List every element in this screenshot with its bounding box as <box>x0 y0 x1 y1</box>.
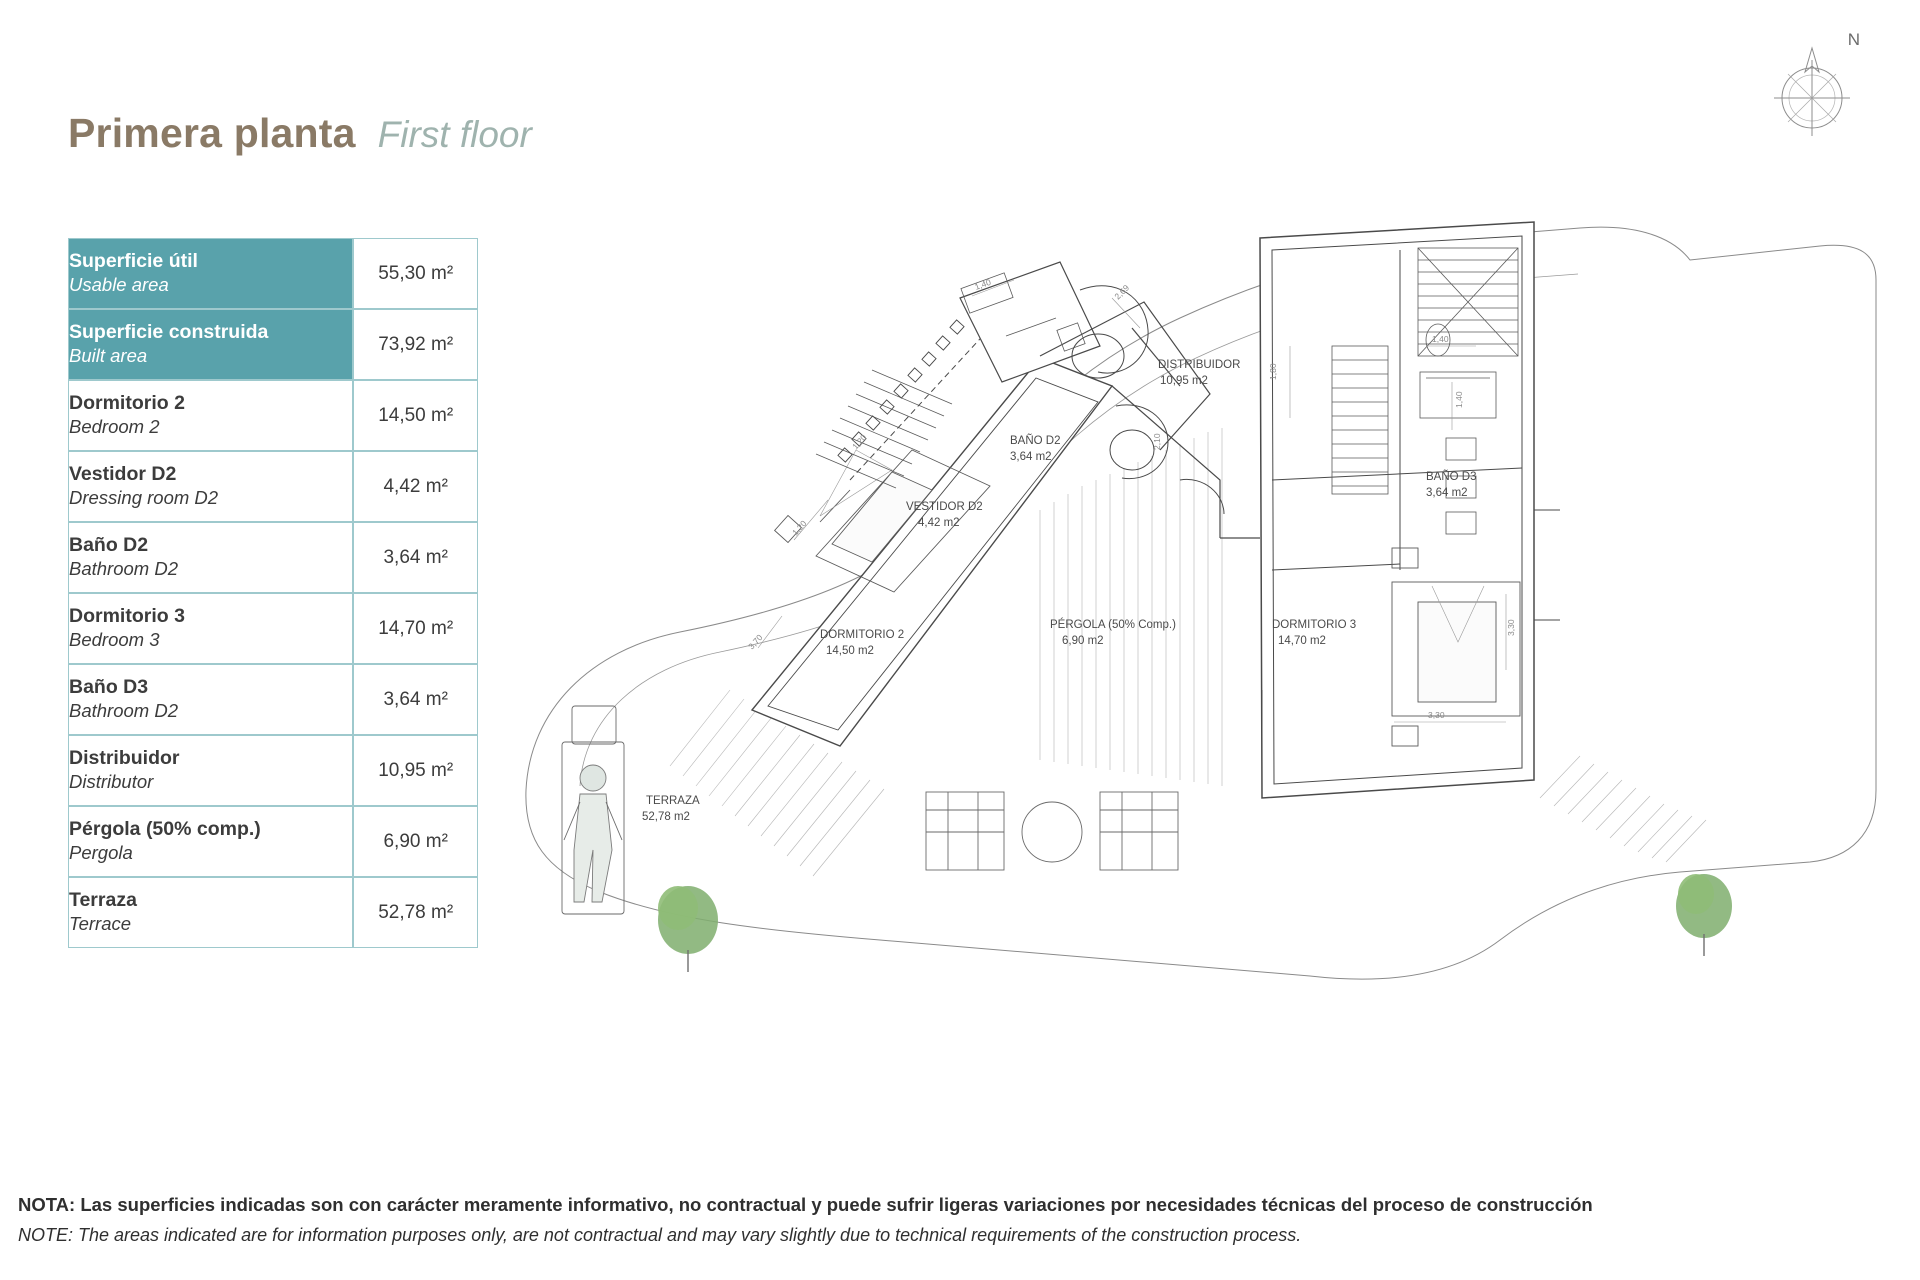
row-label-en: Bedroom 3 <box>69 629 160 651</box>
room-area: 3,64 m2 <box>1426 487 1468 499</box>
room-label-distribuidor <box>1158 359 1240 387</box>
row-label-es: Pérgola (50% comp.) <box>69 818 261 841</box>
room-area: 10,95 m2 <box>1160 375 1208 387</box>
floor-plan-drawing <box>520 150 1880 990</box>
dim-label: 1,20 <box>790 518 809 538</box>
row-value: 14,50 m² <box>353 380 478 451</box>
dim-label: 1,40 <box>973 276 993 292</box>
page-title <box>68 110 532 157</box>
table-row <box>68 806 478 877</box>
row-label <box>68 664 353 735</box>
row-label <box>68 238 353 309</box>
row-label-es: Baño D3 <box>69 676 149 699</box>
footer-note-es: NOTA: Las superficies indicadas son con carácter meramente informativo, no contractual y puede sufrir ligeras variaciones por necesidades técnicas del proceso de construcción <box>18 1194 1593 1215</box>
row-value: 55,30 m² <box>353 238 478 309</box>
table-row <box>68 380 478 451</box>
room-name: VESTIDOR D2 <box>906 501 983 513</box>
page-title-en: First floor <box>377 114 532 155</box>
room-label-pergola <box>1050 618 1176 647</box>
row-label <box>68 806 353 877</box>
row-label-en: Built area <box>69 345 148 367</box>
room-name: TERRAZA <box>646 795 700 807</box>
room-area: 14,70 m2 <box>1278 635 1326 647</box>
page-title-es: Primera planta <box>68 110 356 156</box>
row-value: 14,70 m² <box>353 593 478 664</box>
table-row <box>68 309 478 380</box>
dim-label: 1,80 <box>1268 363 1278 380</box>
room-area: 6,90 m2 <box>1062 635 1104 647</box>
row-label-en: Bedroom 2 <box>69 416 160 438</box>
row-label <box>68 451 353 522</box>
compass-north-label: N <box>1847 30 1860 49</box>
room-area: 14,50 m2 <box>826 645 874 657</box>
row-label-es: Terraza <box>69 889 137 912</box>
row-label-es: Baño D2 <box>69 534 149 557</box>
dim-label: 3,70 <box>746 632 765 652</box>
row-label <box>68 877 353 948</box>
row-label <box>68 522 353 593</box>
row-label <box>68 380 353 451</box>
room-label-terraza <box>642 795 700 823</box>
room-name: DORMITORIO 2 <box>820 629 905 641</box>
row-label-es: Dormitorio 3 <box>69 605 185 628</box>
table-row <box>68 664 478 735</box>
room-name: DORMITORIO 3 <box>1272 619 1357 631</box>
dim-label: 2,69 <box>1112 282 1132 302</box>
row-label <box>68 309 353 380</box>
row-label-en: Usable area <box>69 274 169 296</box>
row-label-en: Bathroom D2 <box>69 700 178 722</box>
dim-label: 1,40 <box>1432 334 1449 344</box>
room-name: BAÑO D2 <box>1010 435 1061 447</box>
row-value: 6,90 m² <box>353 806 478 877</box>
row-label-es: Superficie útil <box>69 250 198 273</box>
row-value: 73,92 m² <box>353 309 478 380</box>
table-row <box>68 522 478 593</box>
row-label-en: Dressing room D2 <box>69 487 219 509</box>
dim-label: 2,10 <box>1152 433 1162 450</box>
table-row <box>68 451 478 522</box>
room-area: 52,78 m2 <box>642 811 690 823</box>
compass-rose-icon <box>1762 30 1872 150</box>
table-row <box>68 238 478 309</box>
room-name: DISTRIBUIDOR <box>1158 359 1241 371</box>
row-label-es: Superficie construida <box>69 321 269 344</box>
row-label <box>68 735 353 806</box>
areas-table-body <box>68 238 478 948</box>
dim-label: 3,30 <box>1428 710 1445 720</box>
dim-label: 1,40 <box>1454 391 1464 408</box>
room-area: 4,42 m2 <box>918 517 960 529</box>
table-row <box>68 735 478 806</box>
row-label <box>68 593 353 664</box>
areas-table <box>68 238 478 948</box>
row-value: 4,42 m² <box>353 451 478 522</box>
row-value: 10,95 m² <box>353 735 478 806</box>
table-row <box>68 593 478 664</box>
dim-label: 1,20 <box>850 432 869 452</box>
room-area: 3,64 m2 <box>1010 451 1052 463</box>
row-label-en: Terrace <box>69 913 132 935</box>
row-label-en: Distributor <box>69 771 154 793</box>
row-value: 52,78 m² <box>353 877 478 948</box>
room-name: PÉRGOLA (50% Comp.) <box>1050 619 1176 631</box>
room-name: BAÑO D3 <box>1426 471 1477 483</box>
row-value: 3,64 m² <box>353 522 478 593</box>
row-label-en: Bathroom D2 <box>69 558 178 580</box>
row-label-es: Distribuidor <box>69 747 180 770</box>
footer-note-en: NOTE: The areas indicated are for information purposes only, are not contractual and may vary slightly due to technical requirements of the construction process. <box>18 1225 1302 1245</box>
footer-note <box>18 1194 1898 1246</box>
row-value: 3,64 m² <box>353 664 478 735</box>
row-label-en: Pergola <box>69 842 133 864</box>
row-label-es: Dormitorio 2 <box>69 392 185 415</box>
row-label-es: Vestidor D2 <box>69 463 177 486</box>
dim-label: 3,30 <box>1506 619 1516 636</box>
table-row <box>68 877 478 948</box>
